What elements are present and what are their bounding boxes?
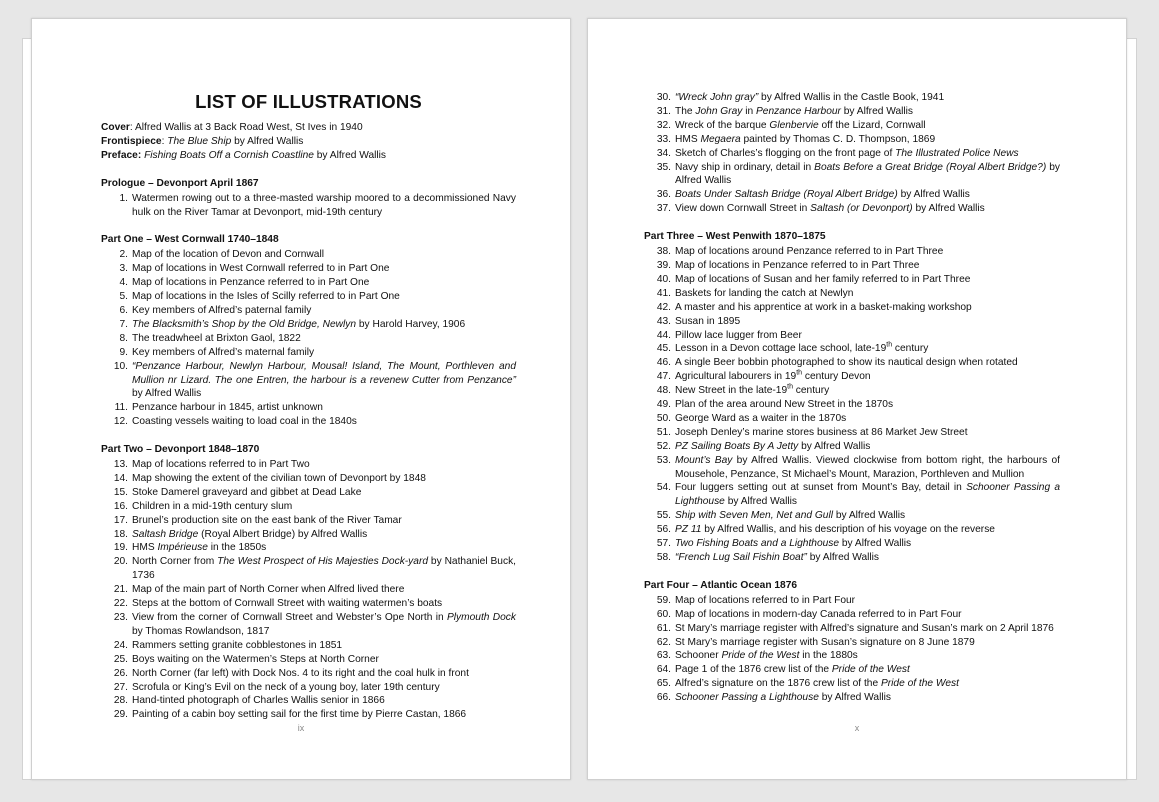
text-run: th (787, 383, 793, 391)
text-run: Alfred’s signature on the 1876 crew list of the (675, 678, 881, 690)
text-run: The Blacksmith’s Shop by the Old Bridge, Newlyn (132, 318, 357, 330)
list-item (101, 360, 516, 402)
text-run: painted by Thomas C. D. Thompson, 1869 (740, 133, 936, 145)
text-run: in the 1880s (799, 650, 858, 662)
item-number: 54. (656, 482, 671, 494)
text-run: century (892, 343, 929, 355)
text-run: The treadwheel at Brixton Gaol, 1822 (132, 332, 301, 344)
item-number: 8. (119, 332, 128, 344)
text-run: St Mary’s marriage register with Alfred’s signature and Susan’s mark on 2 April 1876 (675, 622, 1054, 634)
item-number: 13. (113, 459, 128, 471)
text-run: by Alfred Wallis (798, 440, 871, 452)
list-item (644, 594, 1060, 608)
page-content (644, 91, 1060, 705)
text-run: Four luggers setting out at sunset from Mount’s Bay, detail in (675, 482, 967, 494)
text-run: Map of locations around Penzance referred to in Part Three (675, 246, 944, 258)
list-item (644, 133, 1060, 147)
section-heading: Part One – West Cornwall 1740–1848 (101, 234, 279, 246)
list-item (644, 105, 1060, 119)
list-item (644, 119, 1060, 133)
list-item (101, 276, 516, 290)
front-matter-entry (101, 121, 516, 135)
text-run: HMS (132, 542, 158, 554)
list-item (644, 370, 1060, 384)
item-number: 41. (656, 287, 671, 299)
item-number: 17. (113, 514, 128, 526)
separator: : (161, 135, 168, 147)
text-run: Brunel’s production site on the east bank of the River Tamar (132, 514, 402, 526)
text-run: Hand-tinted photograph of Charles Wallis senior in 1866 (132, 695, 385, 707)
front-matter-entry (101, 135, 516, 149)
list-item (644, 551, 1060, 565)
item-number: 44. (656, 329, 671, 341)
list-item (644, 245, 1060, 259)
text-run: Map of locations of Susan and her family referred to in Part Three (675, 273, 971, 285)
item-number: 34. (656, 147, 671, 159)
front-matter-label: Cover (101, 122, 130, 133)
list-item (101, 500, 516, 514)
item-number: 7. (119, 318, 128, 330)
text-run: Rammers setting granite cobblestones in 1851 (132, 639, 343, 651)
illustration-list (101, 248, 516, 429)
list-item (644, 91, 1060, 105)
item-number: 15. (113, 486, 128, 498)
text-run: Plan of the area around New Street in the 1870s (675, 399, 894, 411)
list-item (644, 523, 1060, 537)
item-number: 52. (656, 440, 671, 452)
text-run: by Alfred Wallis (724, 496, 797, 508)
illustration-list (101, 192, 516, 220)
section-heading: Prologue – Devonport April 1867 (101, 177, 259, 189)
text-run: Map showing the extent of the civilian town of Devonport by 1848 (132, 472, 426, 484)
text-run: John Gray (695, 105, 743, 117)
item-number: 64. (656, 664, 671, 676)
page-number: x (854, 723, 860, 733)
item-number: 35. (656, 161, 671, 173)
list-item (644, 426, 1060, 440)
front-matter-entry (101, 149, 516, 163)
text-run: Alfred Wallis at 3 Back Road West, St Ives in 1940 (135, 122, 363, 133)
text-run: by Nathaniel Buck, 1736 (132, 556, 516, 582)
item-number: 42. (656, 301, 671, 313)
text-run: Megaera (700, 133, 741, 145)
list-item (101, 667, 516, 681)
text-run: The (675, 105, 696, 117)
text-run: Joseph Denley’s marine stores business at 86 Market Jew Street (675, 426, 968, 438)
list-item (644, 273, 1060, 287)
front-matter-label: Preface: (101, 149, 142, 161)
list-item (644, 509, 1060, 523)
text-run: Schooner Passing a Lighthouse (675, 482, 1060, 508)
item-number: 60. (656, 608, 671, 620)
item-number: 36. (656, 189, 671, 201)
illustration-list (644, 594, 1060, 705)
text-run: Two Fishing Boats and a Lighthouse (675, 538, 840, 550)
text-run: Navy ship in ordinary, detail in (675, 161, 815, 173)
text-run: off the Lizard, Cornwall (818, 119, 926, 131)
item-number: 21. (113, 584, 128, 596)
text-run: Steps at the bottom of Cornwall Street with waiting watermen’s boats (132, 598, 443, 610)
front-matter (101, 121, 516, 163)
text-run: Sketch of Charles’s flogging on the front page of (675, 147, 896, 159)
text-run: by Alfred Wallis (839, 538, 912, 550)
text-run: Key members of Alfred’s paternal family (132, 304, 312, 316)
item-number: 1. (119, 192, 128, 204)
text-run: “Penzance Harbour, Newlyn Harbour, Mousal! Island, The Mount, Porthleven and Mullion nr Lizard. The one Entren, the harbour is a revenew Cutter from Penzance” (132, 360, 516, 386)
text-run: HMS (675, 133, 701, 145)
illustration-sections (101, 177, 516, 723)
item-number: 26. (113, 667, 128, 679)
text-run: century (792, 385, 830, 397)
text-run: Pillow lace lugger from Beer (675, 329, 802, 341)
illustration-list (644, 91, 1060, 216)
item-number: 37. (656, 203, 671, 215)
text-run: Stoke Damerel graveyard and gibbet at Dead Lake (132, 486, 362, 498)
list-item (101, 248, 516, 262)
list-item (101, 486, 516, 500)
text-run: by Harold Harvey, 1906 (356, 318, 466, 330)
item-number: 40. (656, 273, 671, 285)
item-number: 23. (113, 612, 128, 623)
text-run: Children in a mid-19th century slum (132, 500, 293, 512)
item-number: 47. (656, 371, 671, 383)
text-run: by Alfred Wallis (231, 135, 304, 147)
illustration-list (101, 458, 516, 722)
illustration-list (644, 245, 1060, 565)
text-run: New Street in the late-19 (675, 385, 788, 397)
text-run: View from the corner of Cornwall Street and Webster’s Ope North in (132, 612, 447, 623)
item-number: 46. (656, 357, 671, 369)
item-number: 11. (114, 402, 128, 414)
list-item (101, 514, 516, 528)
text-run: Map of locations in modern-day Canada referred to in Part Four (675, 608, 962, 620)
text-run: Mount’s Bay (675, 454, 733, 466)
list-item (101, 597, 516, 611)
text-run: The Illustrated Police News (895, 147, 1019, 159)
item-number: 27. (113, 681, 128, 693)
text-run: Coasting vessels waiting to load coal in the 1840s (132, 416, 357, 428)
item-number: 59. (656, 594, 671, 606)
document-page-ix (31, 18, 571, 780)
list-item (101, 541, 516, 555)
list-item (101, 681, 516, 695)
text-run: Fishing Boats Off a Cornish Coastline (144, 149, 314, 161)
list-item (644, 342, 1060, 356)
text-run: Penzance harbour in 1845, artist unknown (132, 402, 323, 414)
list-item (101, 472, 516, 486)
text-run: A single Beer bobbin photographed to show its nautical design when rotated (675, 357, 1018, 369)
list-item (644, 454, 1060, 482)
item-number: 33. (656, 133, 671, 145)
text-run: Key members of Alfred’s maternal family (132, 346, 315, 358)
item-number: 57. (656, 538, 671, 550)
item-number: 5. (119, 291, 128, 303)
list-item (101, 653, 516, 667)
text-run: The West Prospect of His Majesties Dock-yard (217, 556, 428, 568)
text-run: Plymouth Dock (446, 612, 516, 623)
item-number: 39. (656, 259, 671, 271)
illustration-sections (644, 91, 1060, 705)
list-item (644, 356, 1060, 370)
text-run: by Alfred Wallis. Viewed clockwise from bottom right, the harbours of Mousehole, Penzance, St Michael’s Mount, Marazion, Porthleven and Mullion (675, 454, 1061, 480)
text-run: Penzance Harbour (755, 105, 841, 117)
text-run: Map of locations in Penzance referred to in Part Three (675, 259, 920, 271)
text-run: Wreck of the barque (675, 119, 770, 131)
item-number: 25. (113, 653, 128, 665)
item-number: 12. (113, 416, 128, 428)
list-item (101, 401, 516, 415)
list-item (644, 412, 1060, 426)
list-item (101, 192, 516, 220)
item-number: 3. (119, 263, 128, 275)
text-run: by Alfred Wallis (897, 189, 970, 201)
text-run: A master and his apprentice at work in a basket-making workshop (675, 301, 972, 313)
item-number: 2. (119, 249, 128, 261)
list-item (101, 332, 516, 346)
item-number: 16. (113, 500, 128, 512)
item-number: 63. (656, 650, 671, 662)
item-number: 10. (113, 360, 128, 372)
text-run: century Devon (802, 371, 871, 383)
item-number: 9. (119, 346, 128, 358)
list-item (644, 398, 1060, 412)
text-run: by Alfred Wallis in the Castle Book, 1941 (758, 92, 945, 103)
item-number: 20. (113, 556, 128, 568)
text-run: Map of locations in the Isles of Scilly referred to in Part One (132, 291, 400, 303)
text-run: by Alfred Wallis (833, 510, 906, 522)
text-run: th (796, 369, 803, 377)
item-number: 56. (656, 524, 671, 536)
text-run: Susan in 1895 (675, 315, 741, 327)
list-item (644, 636, 1060, 650)
list-item (644, 537, 1060, 551)
text-run: by Alfred Wallis (818, 692, 891, 704)
text-run: by Alfred Wallis (840, 105, 914, 117)
item-number: 49. (656, 399, 671, 411)
item-number: 50. (656, 412, 671, 424)
text-run: Pride of the West (831, 664, 910, 676)
section-heading: Part Four – Atlantic Ocean 1876 (644, 579, 798, 591)
list-item (644, 691, 1060, 705)
item-number: 45. (656, 343, 671, 355)
item-number: 43. (656, 315, 671, 327)
text-run: Saltash (or Devonport) (810, 203, 913, 215)
list-item (101, 262, 516, 276)
document-page-x (587, 18, 1127, 780)
item-number: 66. (656, 692, 671, 704)
front-matter-label: Frontispiece (101, 135, 162, 147)
text-run: by Alfred Wallis (806, 552, 880, 563)
item-number: 53. (656, 454, 671, 466)
list-item (644, 608, 1060, 622)
text-run: by Thomas Rowlandson, 1817 (132, 625, 270, 637)
text-run: by Alfred Wallis (313, 149, 387, 161)
text-run: Impérieuse (157, 542, 208, 554)
list-item (644, 440, 1060, 454)
text-run: (Royal Albert Bridge) by Alfred Wallis (198, 528, 368, 540)
text-run: PZ Sailing Boats By A Jetty (675, 440, 799, 452)
text-run: Schooner (675, 650, 722, 662)
text-run: Map of the location of Devon and Cornwall (132, 249, 324, 261)
list-item (644, 663, 1060, 677)
text-run: North Corner from (132, 556, 218, 568)
text-run: “French Lug Sail Fishin Boat” (675, 552, 807, 563)
list-item (644, 287, 1060, 301)
list-item (101, 528, 516, 542)
item-number: 32. (656, 119, 671, 131)
item-number: 48. (656, 385, 671, 397)
section-heading: Part Three – West Penwith 1870–1875 (644, 231, 826, 243)
page-content (101, 91, 516, 722)
list-item (101, 611, 516, 639)
text-run: The Blue Ship (167, 135, 232, 147)
list-item (101, 708, 516, 722)
text-run: in the 1850s (207, 542, 267, 554)
list-item (101, 415, 516, 429)
list-item (101, 346, 516, 360)
text-run: by Alfred Wallis (675, 161, 1061, 187)
page-number: ix (297, 723, 305, 733)
text-run: Agricultural labourers in 19 (675, 371, 797, 383)
list-item (644, 384, 1060, 398)
list-item (644, 315, 1060, 329)
list-item (644, 649, 1060, 663)
item-number: 38. (656, 246, 671, 258)
item-number: 30. (656, 92, 671, 103)
list-item (644, 188, 1060, 202)
item-number: 55. (656, 510, 671, 522)
list-item (101, 458, 516, 472)
item-number: 51. (656, 426, 671, 438)
list-item (644, 259, 1060, 273)
text-run: Ship with Seven Men, Net and Gull (675, 510, 833, 522)
item-number: 61. (656, 622, 671, 634)
text-run: Schooner Passing a Lighthouse (675, 692, 819, 704)
page-title: LIST OF ILLUSTRATIONS (195, 91, 422, 112)
list-item (101, 318, 516, 332)
text-run: Boats Under Saltash Bridge (Royal Albert Bridge) (675, 189, 898, 201)
text-run: Watermen rowing out to a three-masted warship moored to a decommissioned Navy hulk on the River Tamar at Devonport, mid-19th century (132, 192, 516, 218)
list-item (101, 555, 516, 583)
separator: : (129, 122, 135, 133)
list-item (101, 304, 516, 318)
item-number: 62. (656, 636, 671, 648)
text-run: North Corner (far left) with Dock Nos. 4 to its right and the coal hulk in front (132, 667, 469, 679)
text-run: by Alfred Wallis (132, 388, 202, 400)
text-run: “Wreck John gray” (675, 92, 759, 103)
item-number: 19. (113, 542, 128, 554)
list-item (644, 161, 1060, 189)
text-run: Lesson in a Devon cottage lace school, late-19 (675, 343, 887, 355)
text-run: Map of locations referred to in Part Two (132, 459, 310, 471)
list-item (644, 147, 1060, 161)
item-number: 6. (119, 304, 128, 316)
list-item (644, 622, 1060, 636)
text-run: Map of locations in Penzance referred to in Part One (132, 277, 370, 289)
item-number: 18. (113, 528, 128, 540)
text-run: Page 1 of the 1876 crew list of the (675, 664, 832, 676)
list-item (101, 639, 516, 653)
text-run: in (742, 105, 756, 117)
list-item (644, 677, 1060, 691)
text-run: View down Cornwall Street in (675, 203, 811, 215)
item-number: 14. (113, 472, 128, 484)
list-item (101, 694, 516, 708)
text-run: Map of locations referred to in Part Four (675, 594, 856, 606)
text-run: Scrofula or King’s Evil on the neck of a young boy, later 19th century (132, 681, 440, 693)
text-run: by Alfred Wallis (912, 203, 985, 215)
text-run: George Ward as a waiter in the 1870s (675, 412, 847, 424)
text-run: Glenbervie (769, 119, 819, 131)
item-number: 65. (656, 678, 671, 690)
text-run: Pride of the West (721, 650, 800, 662)
item-number: 28. (113, 695, 128, 707)
text-run: Boys waiting on the Watermen’s Steps at North Corner (132, 653, 379, 665)
text-run: Map of locations in West Cornwall referred to in Part One (132, 263, 390, 275)
list-item (644, 481, 1060, 509)
list-item (101, 583, 516, 597)
section-heading: Part Two – Devonport 1848–1870 (101, 444, 260, 456)
list-item (644, 301, 1060, 315)
text-run: Baskets for landing the catch at Newlyn (675, 287, 854, 299)
list-item (644, 202, 1060, 216)
text-run: th (886, 342, 893, 350)
item-number: 24. (113, 639, 128, 651)
item-number: 58. (656, 552, 671, 563)
item-number: 4. (119, 277, 128, 289)
text-run: by Alfred Wallis, and his description of his voyage on the reverse (701, 524, 995, 536)
text-run: Saltash Bridge (132, 528, 199, 540)
list-item (101, 290, 516, 304)
list-item (644, 329, 1060, 343)
item-number: 22. (113, 598, 128, 610)
item-number: 31. (656, 105, 671, 117)
text-run: PZ 11 (675, 524, 702, 536)
text-run: Painting of a cabin boy setting sail for the first time by Pierre Castan, 1866 (132, 709, 467, 721)
item-number: 29. (113, 709, 128, 721)
text-run: St Mary’s marriage register with Susan’s signature on 8 June 1879 (675, 636, 975, 648)
text-run: Map of the main part of North Corner when Alfred lived there (132, 584, 405, 596)
text-run: Boats Before a Great Bridge (Royal Albert Bridge?) (814, 161, 1047, 173)
text-run: Pride of the West (880, 678, 959, 690)
